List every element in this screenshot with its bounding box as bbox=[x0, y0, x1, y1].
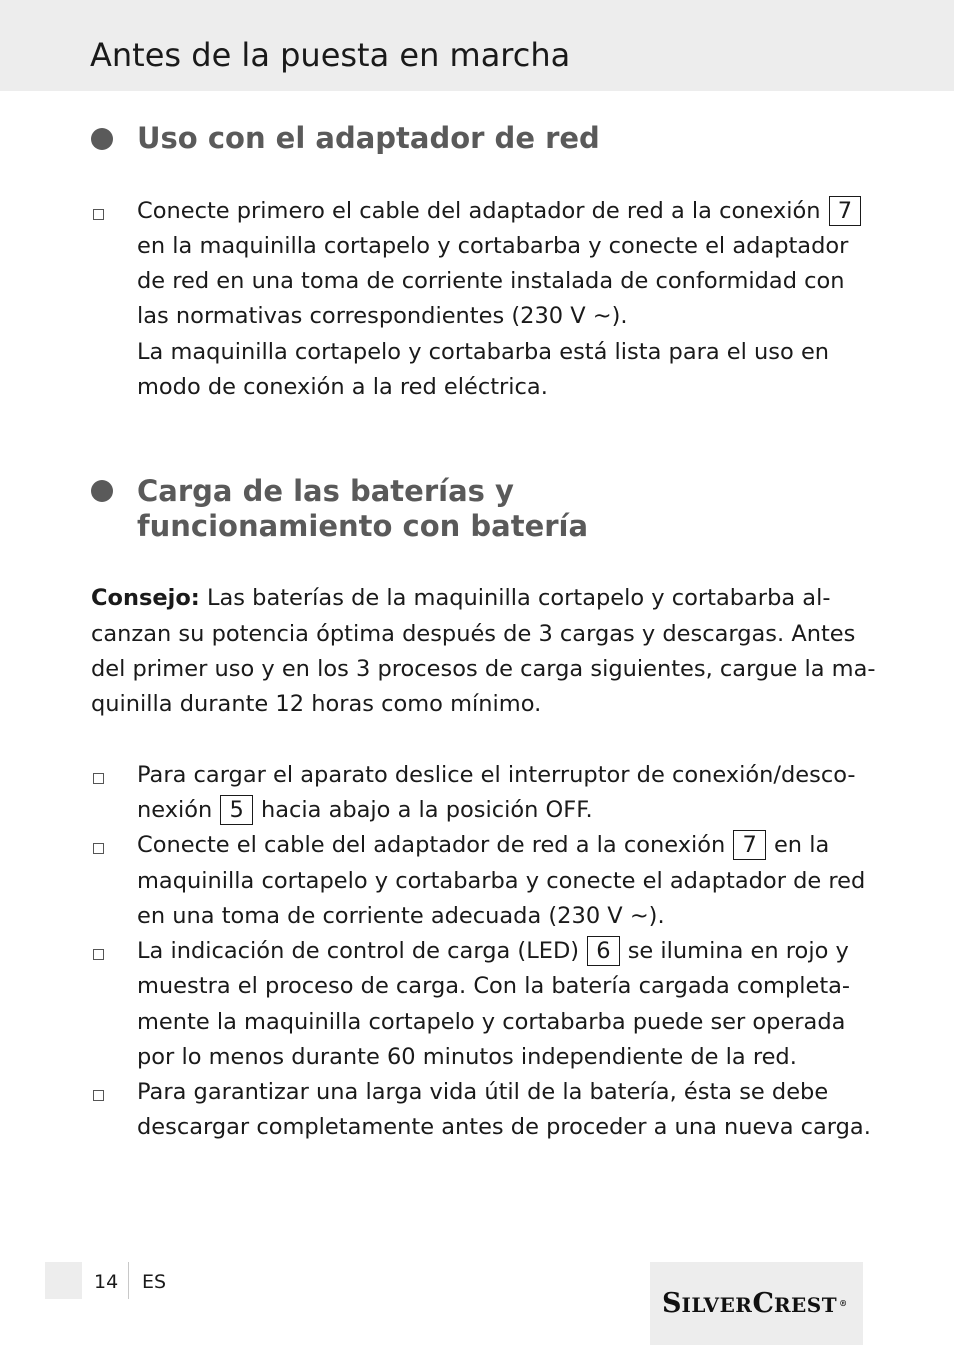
text-line: La indicación de control de carga (LED) bbox=[137, 938, 580, 964]
text-line: hacia abajo a la posición OFF. bbox=[260, 797, 593, 823]
text-line: canzan su potencia óptima después de 3 cargas y descargas. Antes bbox=[91, 621, 856, 647]
text-line: del primer uso y en los 3 procesos de carga siguientes, cargue la ma- bbox=[91, 656, 876, 682]
text-line: maquinilla cortapelo y cortabarba y conecte el adaptador de red bbox=[137, 868, 866, 894]
page-number: 14 bbox=[94, 1271, 119, 1293]
text-line: Las baterías de la maquinilla cortapelo y cortabarba al- bbox=[206, 585, 831, 611]
text-line: en la bbox=[773, 832, 830, 858]
text-line: descargar completamente antes de proceder a una nueva carga. bbox=[137, 1114, 871, 1140]
footer-divider bbox=[128, 1262, 129, 1299]
reference-number: 7 bbox=[733, 830, 765, 860]
text-line: nexión bbox=[137, 797, 213, 823]
text-line: de red en una toma de corriente instalada de conformidad con bbox=[137, 268, 845, 294]
section-bullet-icon bbox=[91, 480, 113, 502]
reference-number: 5 bbox=[220, 795, 252, 825]
text-line: quinilla durante 12 horas como mínimo. bbox=[91, 691, 542, 717]
section-heading-battery bbox=[137, 474, 588, 544]
checkbox-icon bbox=[93, 949, 104, 960]
checkbox-icon bbox=[93, 1090, 104, 1101]
text-line: Conecte primero el cable del adaptador de red a la conexión bbox=[137, 198, 821, 224]
brand-logo-box bbox=[650, 1262, 863, 1345]
page-language: ES bbox=[142, 1271, 167, 1293]
page-title: Antes de la puesta en marcha bbox=[90, 36, 571, 74]
silvercrest-logo: SILVERCREST ® bbox=[662, 1288, 848, 1319]
reference-number: 7 bbox=[829, 196, 861, 226]
section-bullet-icon bbox=[91, 128, 113, 150]
text-line: muestra el proceso de carga. Con la batería cargada completa- bbox=[137, 973, 851, 999]
text-line: en la maquinilla cortapelo y cortabarba y conecte el adaptador bbox=[137, 233, 849, 259]
heading-line: Carga de las baterías y bbox=[137, 474, 514, 508]
text-line: se ilumina en rojo y bbox=[627, 938, 849, 964]
tip-label: Consejo: bbox=[91, 585, 200, 611]
text-line: las normativas correspondientes (230 V ~). bbox=[137, 303, 628, 329]
footer-marker bbox=[45, 1262, 82, 1299]
checkbox-icon bbox=[93, 773, 104, 784]
text-line: Para cargar el aparato deslice el interruptor de conexión/desco- bbox=[137, 762, 856, 788]
heading-line: funcionamiento con batería bbox=[137, 509, 589, 543]
text-line: modo de conexión a la red eléctrica. bbox=[137, 374, 548, 400]
text-line: La maquinilla cortapelo y cortabarba está lista para el uso en bbox=[137, 339, 830, 365]
text-line: Conecte el cable del adaptador de red a la conexión bbox=[137, 832, 726, 858]
text-line: Para garantizar una larga vida útil de la batería, ésta se debe bbox=[137, 1079, 829, 1105]
text-line: mente la maquinilla cortapelo y cortabarba puede ser operada bbox=[137, 1009, 846, 1035]
checkbox-icon bbox=[93, 843, 104, 854]
reference-number: 6 bbox=[587, 936, 619, 966]
checkbox-icon bbox=[93, 209, 104, 220]
text-line: en una toma de corriente adecuada (230 V ~). bbox=[137, 903, 665, 929]
section-heading-network: Uso con el adaptador de red bbox=[137, 121, 600, 155]
text-line: por lo menos durante 60 minutos independiente de la red. bbox=[137, 1044, 797, 1070]
